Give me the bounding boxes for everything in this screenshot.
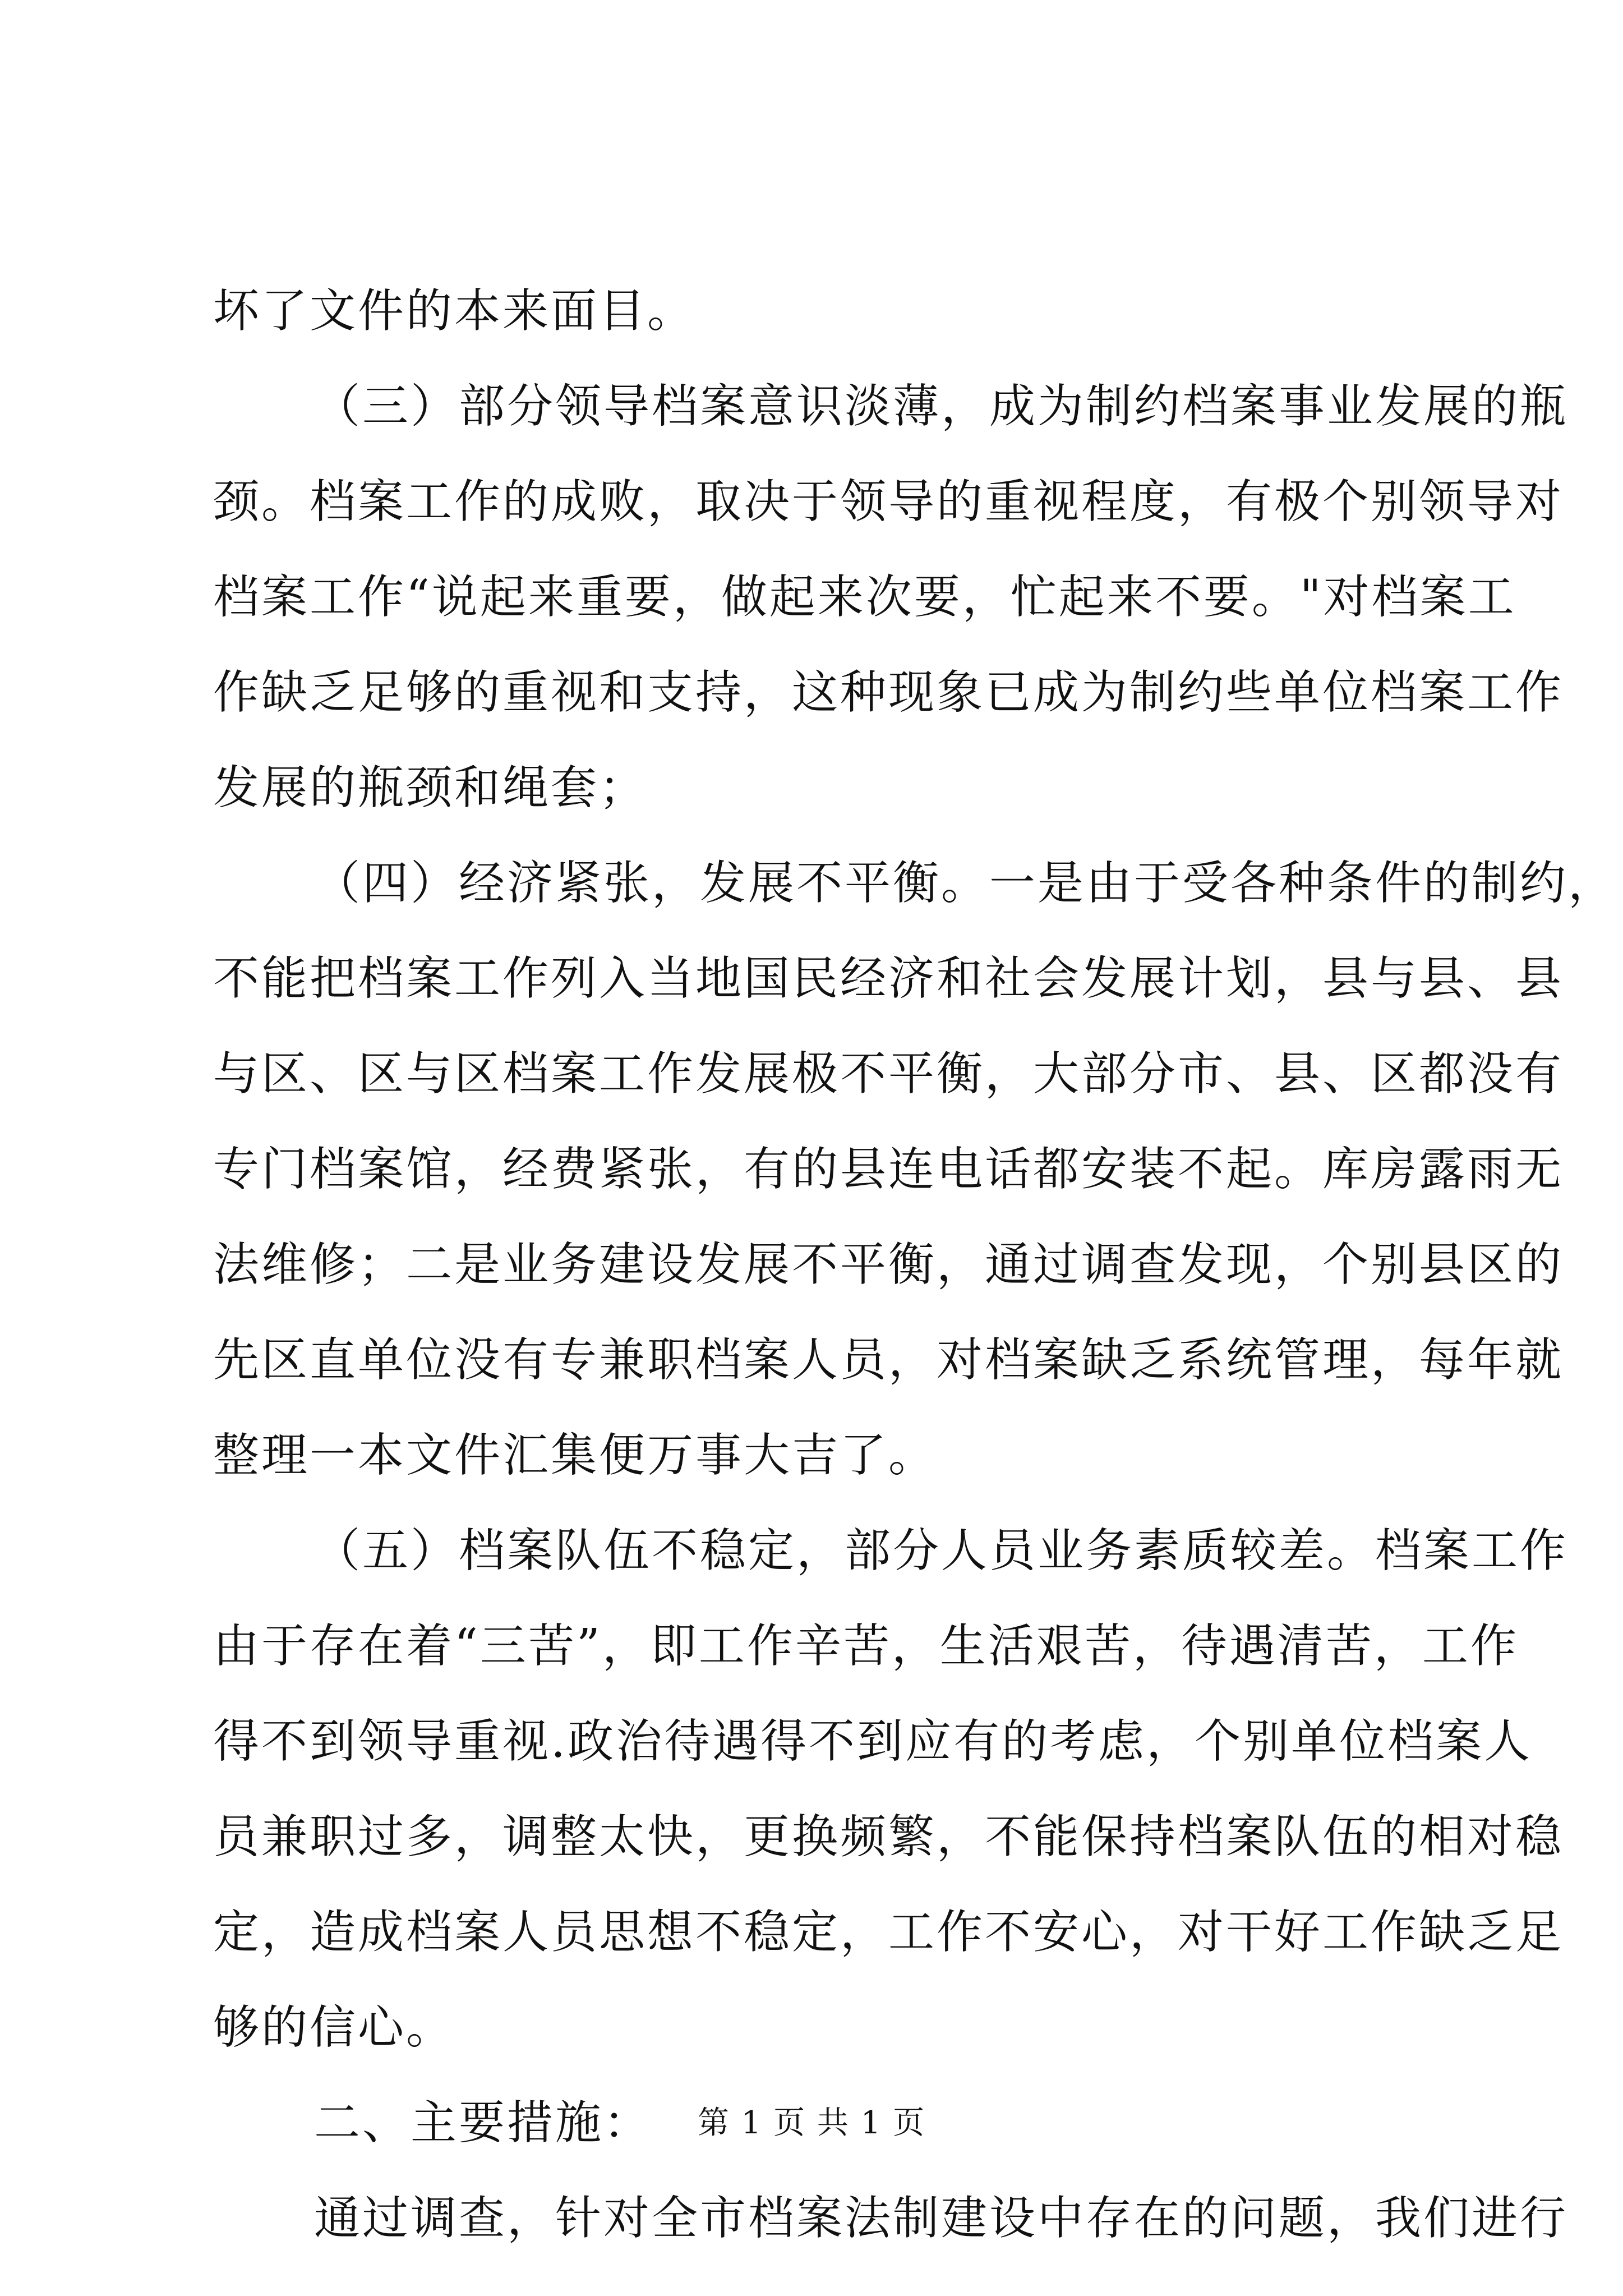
document-body [213,264,1617,2266]
text-line: 先区直单位没有专兼职档案人员，对档案缺乏系统管理，每年就 [213,1333,1564,1387]
text-line: 得不到领导重视.政治待遇得不到应有的考虑，个别单位档案人 [213,1715,1533,1768]
text-line: 整理一本文件汇集便万事大吉了。 [213,1429,937,1482]
text-line: 与区、区与区档案工作发展极不平衡，大部分市、县、区都没有 [213,1047,1564,1101]
text-line: （三）部分领导档案意识淡薄，成为制约档案事业发展的瓶 [314,380,1569,433]
text-line: 法维修；二是业务建设发展不平衡，通过调查发现，个别县区的 [213,1238,1564,1291]
text-line: 专门档案馆，经费紧张，有的县连电话都安装不起。库房露雨无 [213,1143,1564,1196]
text-line: （四）经济紧张，发展不平衡。一是由于受各种条件的制约， [314,857,1617,910]
text-line: 定，造成档案人员思想不稳定，工作不安心，对干好工作缺乏足 [213,1906,1564,1959]
text-line: 档案工作“说起来重要，做起来次要，忙起来不要。"对档案工 [213,570,1516,624]
text-line: 颈。档案工作的成败，取决于领导的重视程度，有极个别领导对 [213,475,1564,528]
text-line: 员兼职过多，调整太快，更换频繁，不能保持档案队伍的相对稳 [213,1810,1564,1864]
text-line: 不能把档案工作列入当地国民经济和社会发展计划，县与县、县 [213,952,1564,1005]
text-line: 作缺乏足够的重视和支持，这种现象已成为制约些单位档案工作 [213,666,1564,719]
text-line: 发展的瓶颈和绳套； [213,761,648,815]
section-heading: 二、主要措施： [314,2096,652,2150]
text-line: 通过调查，针对全市档案法制建设中存在的问题，我们进行 [314,2192,1569,2245]
text-line: 坏了文件的本来面目。 [213,284,696,338]
text-line: 够的信心。 [213,2001,455,2054]
page-number-footer: 第 1 页 共 1 页 [697,2105,926,2141]
text-line: （五）档案队伍不稳定，部分人员业务素质较差。档案工作 [314,1524,1569,1577]
text-line: 由于存在着“三苦”，即工作辛苦，生活艰苦，待遇清苦，工作 [213,1619,1519,1673]
